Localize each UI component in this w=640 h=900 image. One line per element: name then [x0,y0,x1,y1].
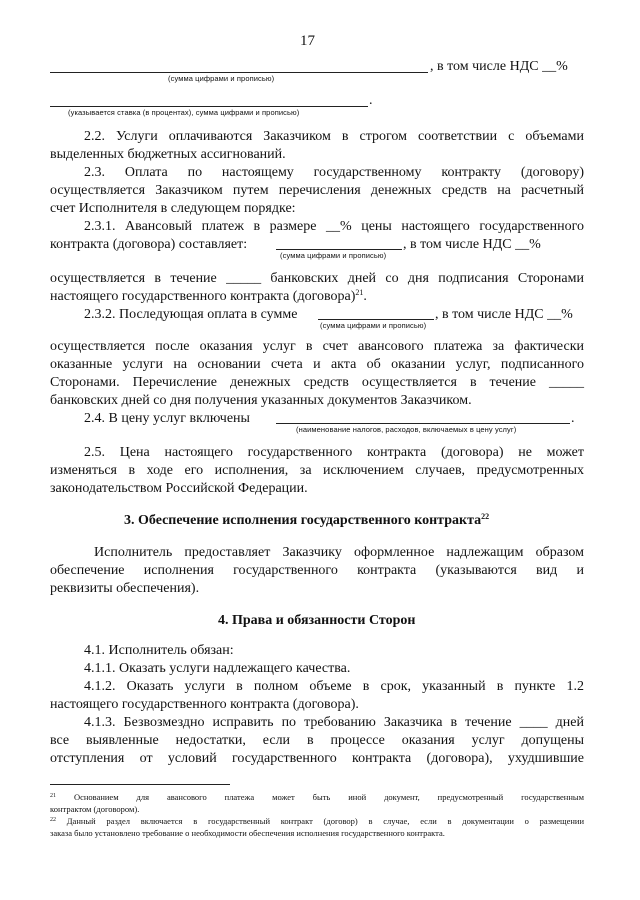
p24-caption: (наименование налогов, расходов, включаемых в цену услуг) [296,425,517,434]
p412-line1: 4.1.2. Оказать услуги в полном объеме в срок, указанный в пункте 1.2 [84,679,584,694]
p232-line2: осуществляется после оказания услуг в счет авансового платежа за фактически [50,339,584,354]
p232-line3: оказанные услуги на основании счета и акта об оказании услуг, подписанного [50,357,584,372]
p413-line1: 4.1.3. Безвозмездно исправить по требованию Заказчика в течение ____ дней [84,715,584,730]
p22-line1: 2.2. Услуги оплачиваются Заказчиком в строгом соответствии с объемами [84,129,584,144]
p23-line3: счет Исполнителя в следующем порядке: [50,201,296,216]
p25-line2: изменяться в ходе его исполнения, за исключением случаев, предусмотренных [50,463,584,478]
p411: 4.1.1. Оказать услуги надлежащего качества. [84,661,351,676]
sum-caption: (сумма цифрами и прописью) [168,74,275,83]
footnote-22-line1: $^{22}$ Данный раздел включается в государственный контракт (договор) в случае, если в документации о размещении [50,816,585,826]
rate-dot: . [369,93,373,108]
p22-line2: выделенных бюджетных ассигнований. [50,147,286,162]
p25-line3: законодательством Российской Федерации. [50,481,308,496]
p231-line3: осуществляется в течение _____ банковских дней со дня подписания Сторонами [50,271,584,286]
p24-blank-line [276,423,570,424]
footnote-separator [50,784,230,785]
p413-line2: все выявленные недостатки, если в процессе оказания услуг допущены [50,733,584,748]
p232-line4: Сторонами. Перечисление денежных средств осуществляется в течение _____ [50,375,584,390]
section3-title: 3. Обеспечение исполнения государственного контракта$^{22}$ [124,512,490,528]
section4-title: 4. Права и обязанности Сторон [218,613,416,628]
p232-line1-right: , в том числе НДС __% [435,307,573,322]
rate-blank-line [50,106,368,107]
subsequent-sum-blank [318,319,434,320]
p23-line1: 2.3. Оплата по настоящему государственному контракту (договору) [84,165,584,180]
footnote-22-line2: заказа было установлено требование о необходимости обеспечения исполнения государственного контракта. [50,828,445,838]
rate-caption: (указывается ставка (в процентах), сумма цифрами и прописью) [68,108,300,117]
footnote-ref-22: 22 [481,512,490,521]
p232-line1-left: 2.3.2. Последующая оплата в сумме [84,307,298,322]
vat-text: , в том числе НДС __% [430,59,568,74]
p24-text: 2.4. В цену услуг включены [84,411,250,426]
p413-line3: отступления от условий государственного контракта (договора), ухудшившие [50,751,584,766]
p41: 4.1. Исполнитель обязан: [84,643,234,658]
p231-line2-left: контракта (договора) составляет: [50,237,248,252]
page-number: 17 [300,33,315,49]
p25-line1: 2.5. Цена настоящего государственного контракта (договора) не может [84,445,584,460]
section3-line3: реквизиты обеспечения). [50,581,200,596]
p232-caption: (сумма цифрами и прописью) [320,321,427,330]
footnote-ref-21: 21 [355,288,364,297]
footnote-21-line2: контрактом (договором). [50,804,140,814]
p23-line2: осуществляется Заказчиком путем перечисления денежных средств на расчетный [50,183,584,198]
p231-line1: 2.3.1. Авансовый платеж в размере __% цены настоящего государственного [84,219,584,234]
p232-line5: банковских дней со дня получения указанных документов Заказчиком. [50,393,472,408]
advance-sum-blank [276,249,402,250]
section3-line1: Исполнитель предоставляет Заказчику оформленное надлежащим образом [94,545,584,560]
p24-dot: . [571,411,575,426]
p231-line2-right: , в том числе НДС __% [403,237,541,252]
section3-line2: обеспечение исполнения государственного контракта (указываются вид и [50,563,584,578]
footnote-21-line1: $^{21}$ Основанием для авансового платежа может быть иной документ, предусмотренный государственным [50,792,584,802]
p231-caption: (сумма цифрами и прописью) [280,251,387,260]
p231-line4: настоящего государственного контракта (договора)$^{21}$. [50,288,367,304]
sum-blank-line [50,72,428,73]
p412-line2: настоящего государственного контракта (договора). [50,697,359,712]
